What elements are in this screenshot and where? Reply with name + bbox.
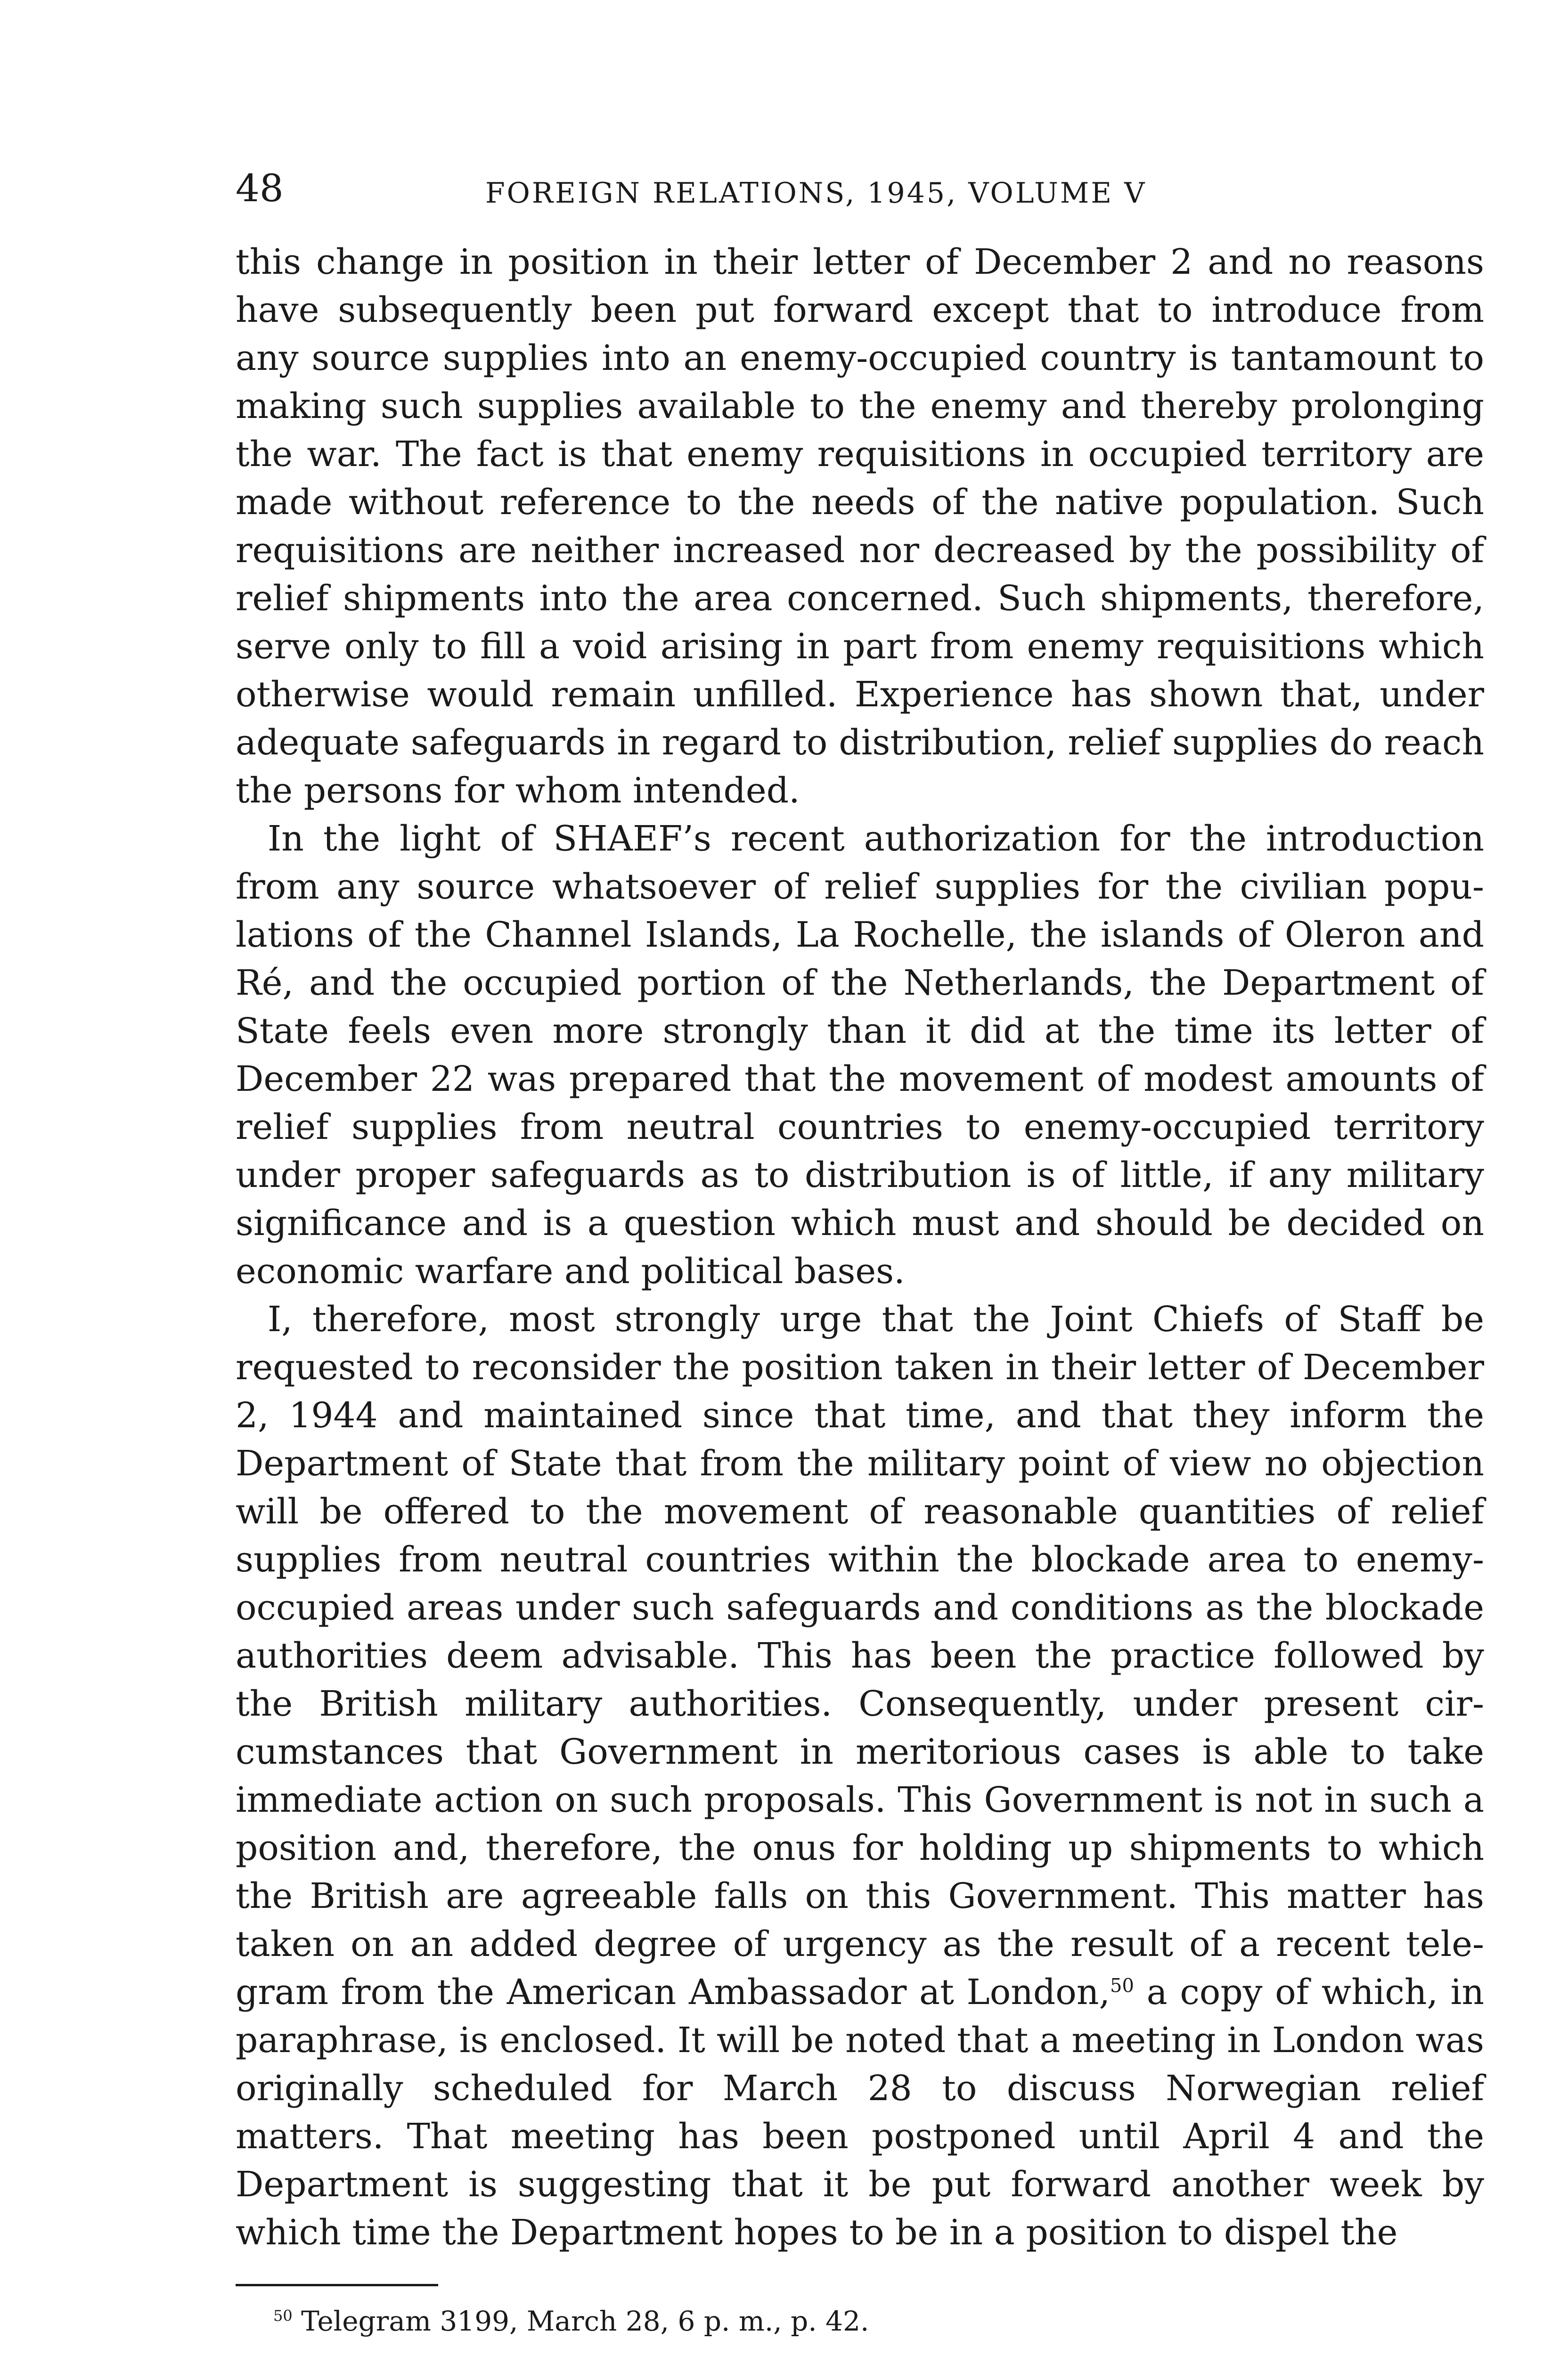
running-head-title: FOREIGN RELATIONS, 1945, VOLUME V (485, 177, 1147, 210)
paragraph-3-text: I, therefore, most strongly urge that the Joint Chiefs of Staff be requested to reconsider the position taken in their letter of December 2, 1944 and maintained since that time, and that they inform the Department of State that from the military point of view no objection will be offered to the movement of reasonable quantities of relief supplies from neutral countries within the blockade area to enemy-occupied areas under such safeguards and conditions as the blockade authorities deem advisable. This has been the practice followed by the British military authorities. Consequently, under present circumstances that Government in meritorious cases is able to take immediate action on such proposals. This Government is not in such a position and, therefore, the onus for holding up shipments to which the British are agreeable falls on this Government. This matter has taken on an added degree of urgency as the result of a recent telegram from the American Ambassador at London, (236, 1299, 1484, 2012)
footnote-text: Telegram 3199, March 28, 6 p. m., p. 42. (301, 2305, 869, 2337)
footnote-divider (236, 2284, 438, 2286)
footnote-marker: 50 (273, 2307, 293, 2325)
body-text (236, 238, 1484, 2257)
footnote (236, 2302, 1484, 2340)
paragraph-2: In the light of SHAEF’s recent authorization for the introduction from any source whatsoever of relief supplies for the civilian populations of the Channel Islands, La Rochelle, the islands of Oleron and Ré, and the occupied portion of the Netherlands, the Department of State feels even more strongly than it did at the time its letter of December 22 was prepared that the movement of modest amounts of relief supplies from neutral countries to enemy-occupied territory under proper safeguards as to distribution is of little, if any military significance and is a question which must and should be decided on economic warfare and political bases. (236, 818, 1484, 1292)
paragraph-3 (236, 1295, 1484, 2257)
document-page (236, 165, 1484, 2340)
running-head (236, 165, 1484, 212)
footnote-reference[interactable]: 50 (1110, 1975, 1134, 1997)
paragraph-3-tail: a copy of which, in paraphrase, is enclosed. It will be noted that a meeting in London was originally scheduled for March 28 to discuss Norwegian relief matters. That meeting has been postponed until April 4 and the Department is suggesting that it be put forward another week by which time the Department hopes to be in a position to dispel the (236, 1972, 1484, 2253)
paragraph-1: this change in position in their letter of December 2 and no reasons have subsequently been put forward except that to introduce from any source supplies into an enemy-occupied country is tantamount to making such supplies available to the enemy and thereby prolonging the war. The fact is that enemy requisitions in occupied territory are made without reference to the needs of the native population. Such requisitions are neither increased nor decreased by the possibility of relief shipments into the area concerned. Such shipments, therefore, serve only to fill a void arising in part from enemy requisitions which otherwise would remain unfilled. Experience has shown that, under adequate safeguards in regard to distribution, relief supplies do reach the persons for whom intended. (236, 242, 1484, 811)
page-number: 48 (236, 166, 284, 210)
